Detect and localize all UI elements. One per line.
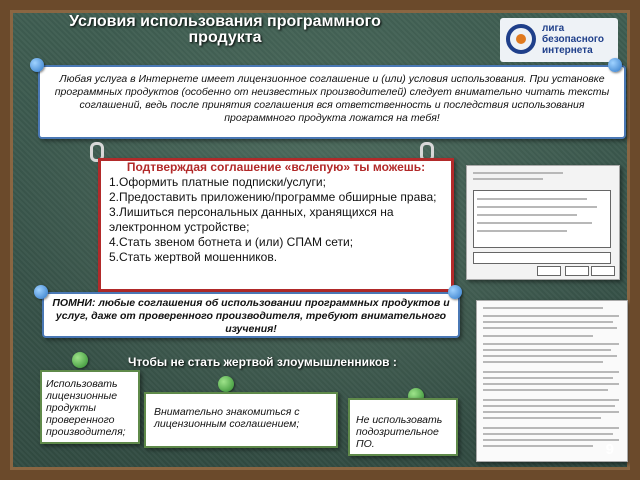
logo [500,18,618,62]
page-title: Условия использования программного продукта [69,13,381,46]
pushpin-icon [30,58,44,72]
license-dialog-screenshot [466,165,620,280]
subtitle: Чтобы не стать жертвой злоумышленников : [128,355,397,369]
warning-item: 5.Стать жертвой мошенников. [109,250,278,264]
logo-text [542,23,604,56]
warning-heading: Подтверждая соглашение «вслепую» ты можешь: [126,160,426,174]
page-number: 9 [605,441,614,458]
advice-note-licensed [40,370,140,444]
license-text-screenshot [476,300,628,462]
advice-note-text: Внимательно знакомиться с лицензионным соглашением; [154,406,300,430]
warning-item: 1.Оформить платные подписки/услуги; [109,175,326,189]
warning-item: 4.Стать звеном ботнета и (или) СПАМ сети; [109,235,354,249]
advice-note-suspicious [348,398,458,456]
remember-card [42,292,460,338]
advice-note-agreement [144,392,338,448]
warning-item: 2.Предоставить приложению/программе обширные права; [109,190,437,204]
advice-note-text: Использовать лицензионные продукты проверенного производителя; [46,378,126,438]
intro-text: Любая услуга в Интернете имеет лицензионное соглашение и (или) условия использования. При установке программных продуктов (особенно от неизвестных производителей) следует внимательно читать тексты соглашений, ведь после принятия соглашения вся ответственность и последствия использования программного продукта ложатся на тебя! [54,73,610,124]
advice-note-text: Не использовать подозрительное ПО. [356,414,443,450]
warning-item: 3.Лишиться персональных данных, хранящихся на электронном устройстве; [109,205,394,234]
intro-card [38,65,626,139]
pushpin-icon [448,285,462,299]
warning-list [109,175,443,265]
pushpin-icon [608,58,622,72]
pushpin-icon [34,285,48,299]
green-pushpin-icon [218,376,234,392]
warning-card [98,158,454,292]
logo-mark-icon [506,24,536,54]
logo-line-1: лига [542,23,565,34]
green-pushpin-icon [72,352,88,368]
logo-line-3: интернета [542,45,593,56]
remember-text: ПОМНИ: любые соглашения об использовании программных продуктов и услуг, даже от проверенного производителя, требуют внимательного изучения! [52,297,450,335]
logo-line-2: безопасного [542,34,605,45]
